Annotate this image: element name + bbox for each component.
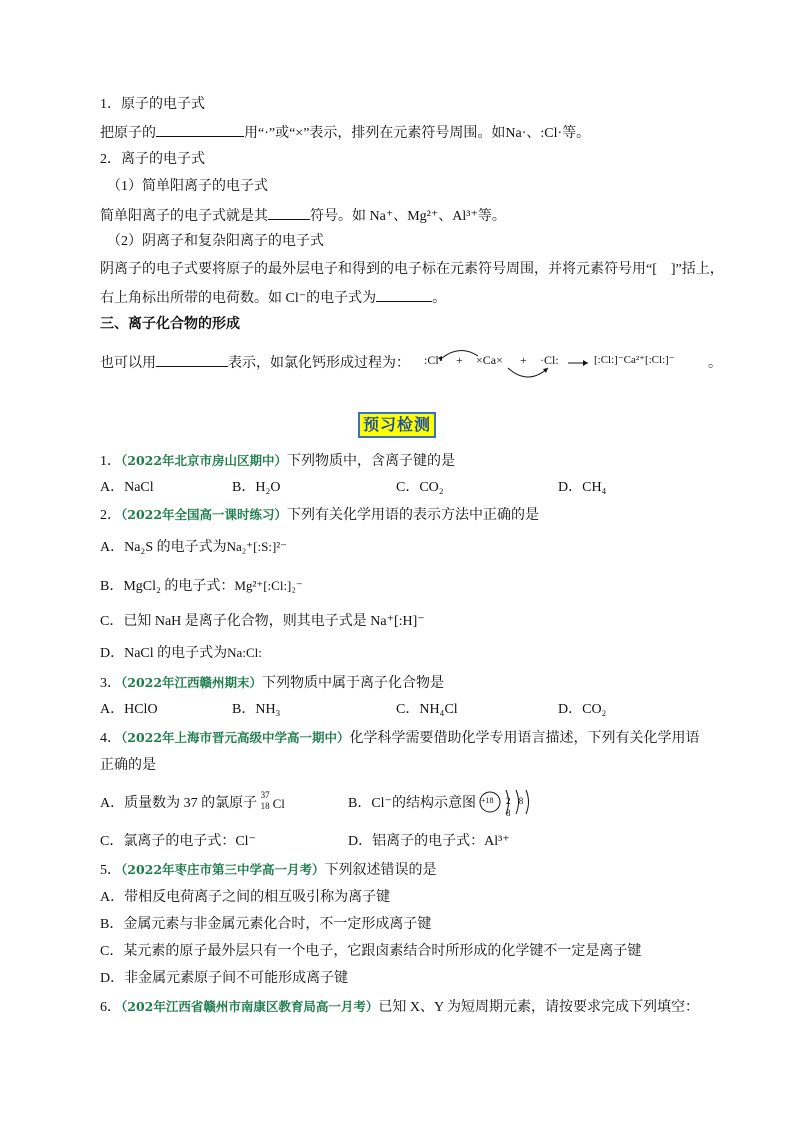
q2-option-b[interactable]: B．MgCl₂ 的电子式：Mg²⁺[:Cl:]₂⁻: [100, 578, 303, 594]
q3-option-d[interactable]: D．CO₂: [558, 702, 607, 717]
subheading-simple-cation: （1）简单阳离子的电子式: [107, 179, 268, 194]
question-4: 4．（2022年上海市晋元高级中学高一期中）化学科学需要借助化学专用语言描述，下列有关化学用语: [100, 730, 700, 746]
q5-option-a[interactable]: A．带相反电荷离子之间的相互吸引称为离子键: [100, 890, 391, 905]
q1-option-a[interactable]: A．NaCl: [100, 480, 154, 495]
paragraph-atom: 把原子的 用“·”或“×”表示，排列在元素符号周围。如Na·、:Cl·等。: [100, 122, 590, 144]
formula-mgcl2: Mg²⁺[:Cl:]₂⁻: [234, 578, 303, 593]
question-6: 6．（202年江西省赣州市南康区教育局高一月考）已知 X、Y 为短周期元素，请按要求完成下列填空：: [100, 999, 700, 1015]
heading-ionic-compound-formation: 三、离子化合物的形成: [100, 317, 240, 332]
fill-blank[interactable]: [156, 122, 244, 137]
eq-cl-right: ·Cl:: [540, 353, 559, 367]
fill-blank[interactable]: [156, 352, 228, 367]
q4-option-b[interactable]: B．Cl⁻的结构示意图: [348, 796, 476, 811]
q4-option-c[interactable]: C．氯离子的电子式：Cl⁻: [100, 834, 256, 849]
q4-option-a[interactable]: A．质量数为 37 的氯原子 37 18 Cl: [100, 794, 291, 814]
q2-option-d[interactable]: D．NaCl 的电子式为Na:Cl:: [100, 645, 262, 661]
eq-ca: ×Ca×: [476, 353, 503, 367]
isotope-symbol: 37 18 Cl: [260, 790, 285, 811]
section-title-preview-test: 预习检测: [358, 412, 436, 438]
question-source: （2022年上海市晋元高级中学高一期中）: [121, 730, 350, 745]
q1-option-b[interactable]: B．H₂O: [232, 480, 281, 495]
heading-atom-electron-formula: 1．原子的电子式: [100, 97, 205, 112]
paragraph-simple-cation: 简单阳离子的电子式就是其 符号。如 Na⁺、Mg²⁺、Al³⁺等。: [100, 205, 506, 227]
question-3: 3．（2022年江西赣州期末）下列物质中属于离子化合物是: [100, 675, 445, 691]
q3-option-c[interactable]: C．NH₄Cl: [396, 702, 458, 717]
question-source: （2022年枣庄市第三中学高一月考）: [121, 862, 325, 877]
cl-ion-structure-diagram: [478, 784, 538, 820]
heading-ion-electron-formula: 2．离子的电子式: [100, 152, 205, 167]
question-5: 5．（2022年枣庄市第三中学高一月考）下列叙述错误的是: [100, 862, 437, 878]
question-source: （2022年北京市房山区期中）: [121, 453, 288, 468]
eq-cl-left: :Cl·: [424, 353, 443, 367]
q2-option-c[interactable]: C．已知 NaH 是离子化合物，则其电子式是 Na⁺[:H]⁻: [100, 614, 425, 629]
eq-product: [:Cl:]⁻Ca²⁺[:Cl:]⁻: [594, 354, 675, 366]
q4-option-d[interactable]: D．铝离子的电子式：Al³⁺: [348, 834, 510, 849]
fill-blank[interactable]: [376, 287, 432, 302]
q5-option-b[interactable]: B．金属元素与非金属元素化合时，不一定形成离子键: [100, 917, 432, 932]
fill-blank[interactable]: [268, 205, 310, 220]
formula-nacl: Na:Cl:: [227, 645, 262, 660]
electron-transfer-arrows: [420, 346, 720, 382]
cacl2-formation-equation: [420, 346, 720, 382]
formula-na2s: Na₂⁺[:S:]²⁻: [226, 539, 288, 554]
question-4-line-2: 正确的是: [100, 758, 156, 773]
question-source: （2022年江西赣州期末）: [121, 675, 263, 690]
q5-option-d[interactable]: D．非金属元素原子间不可能形成离子键: [100, 971, 349, 986]
subheading-anion: （2）阴离子和复杂阳离子的电子式: [107, 234, 324, 249]
paragraph-formation: 也可以用 表示，如氯化钙形成过程为：: [100, 352, 410, 374]
eq-period: 。: [708, 356, 722, 371]
q1-option-d[interactable]: D．CH₄: [558, 480, 607, 495]
eq-plus-2: +: [520, 353, 527, 367]
paragraph-anion-1: 阴离子的电子式要将原子的最外层电子和得到的电子标在元素符号周围，并将元素符号用“[ ]”括上，: [100, 262, 724, 277]
q3-option-b[interactable]: B．NH₃: [232, 702, 281, 717]
question-source: （2022年全国高一课时练习）: [121, 507, 288, 522]
q2-option-a[interactable]: A．Na₂S 的电子式为Na₂⁺[:S:]²⁻: [100, 539, 288, 555]
eq-plus-1: +: [456, 353, 463, 367]
question-2: 2．（2022年全国高一课时练习）下列有关化学用语的表示方法中正确的是: [100, 507, 540, 523]
q1-option-c[interactable]: C．CO₂: [396, 480, 444, 495]
shell-electrons: 2 8 8: [506, 796, 527, 818]
question-source: （202年江西省赣州市南康区教育局高一月考）: [121, 999, 379, 1014]
question-1: 1．（2022年北京市房山区期中）下列物质中，含离子键的是: [100, 453, 456, 469]
nucleus-charge: +18: [481, 796, 494, 805]
q5-option-c[interactable]: C．某元素的原子最外层只有一个电子，它跟卤素结合时所形成的化学键不一定是离子键: [100, 944, 642, 959]
q3-option-a[interactable]: A．HClO: [100, 702, 158, 717]
paragraph-anion-2: 右上角标出所带的电荷数。如 Cl⁻的电子式为 。: [100, 287, 446, 309]
